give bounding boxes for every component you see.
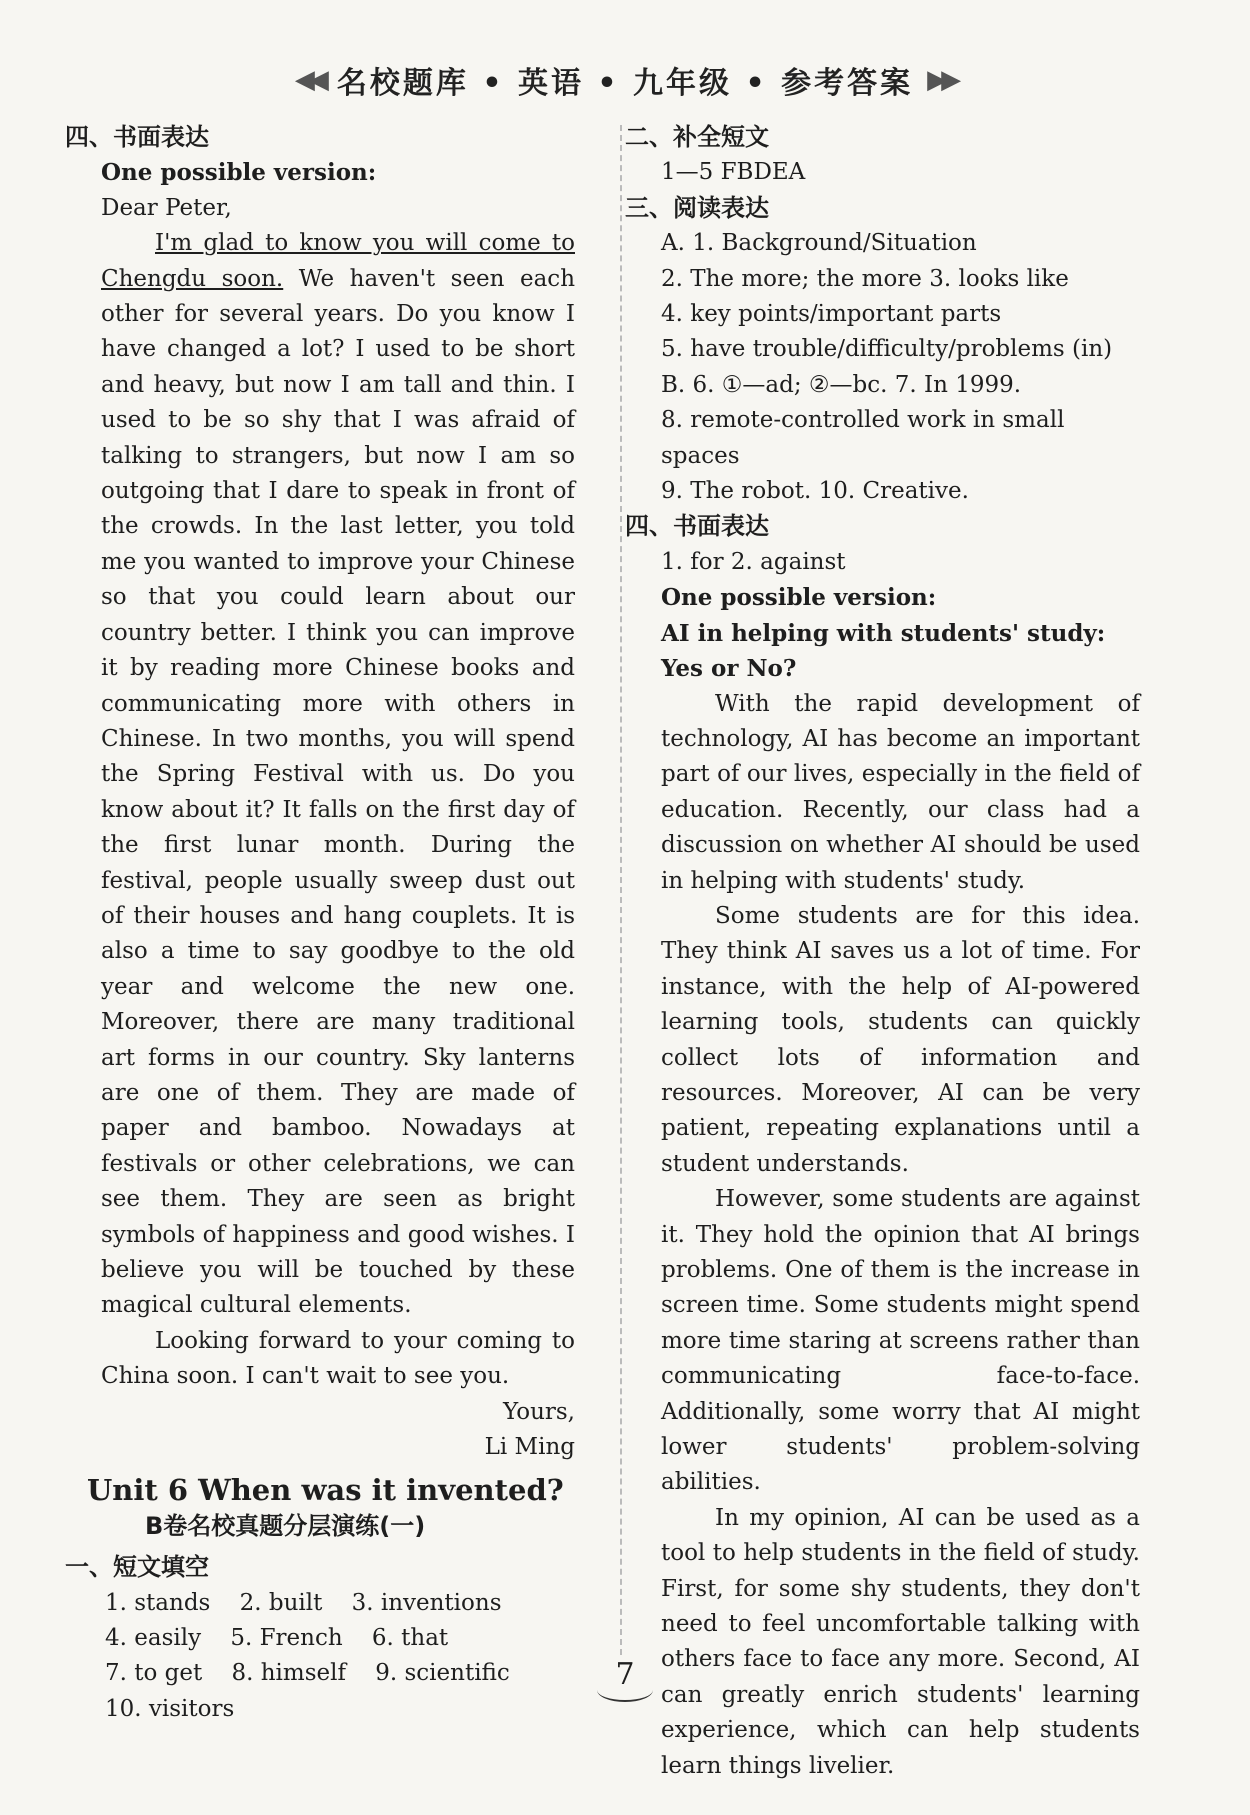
right-arrows-icon: ▶▶ bbox=[927, 65, 956, 95]
version-label: One possible version: bbox=[661, 584, 937, 612]
left-arrows-icon: ◀◀ bbox=[294, 65, 323, 95]
section-heading: 三、阅读表达 bbox=[625, 193, 769, 222]
right-column bbox=[625, 120, 1140, 1784]
essay-paragraph: However, some students are against it. They hold the opinion that AI brings problems. One of them is the increase in screen time. Some students might spend more time staring at screens rather than communicating face-to-face. Additionally, some worry that AI might lower students' problem-solving abilities. bbox=[661, 1186, 1140, 1496]
left-column bbox=[65, 120, 575, 1727]
answer-line: B. 6. ①—ad; ②—bc. 7. In 1999. bbox=[661, 371, 1022, 398]
answer-row: 10. visitors bbox=[105, 1695, 235, 1722]
signature-name: Li Ming bbox=[484, 1434, 575, 1461]
unit-title: Unit 6 When was it invented? bbox=[87, 1473, 564, 1508]
section-heading: 二、补全短文 bbox=[625, 123, 769, 151]
answer-row: 7. to get 8. himself 9. scientific bbox=[105, 1660, 510, 1687]
answer-line: 9. The robot. 10. Creative. bbox=[661, 478, 969, 505]
section-heading: 四、书面表达 bbox=[65, 123, 209, 151]
letter-text: We haven't seen each other for several years. Do you know I have changed a lot? I used to be short and heavy, but now I am tall and thin. I used to be so shy that I was afraid of talking to strangers, but now I am so outgoing that I dare to speak in front of the crowds. In the last letter, you told me you wanted to improve your Chinese so that you could learn about our country better. I think you can improve it by reading more Chinese books and communicating more with others in Chinese. In two months, you will spend the Spring Festival with us. Do you know about it? It falls on the first day of the first lunar month. During the festival, people usually sweep dust out of their houses and hang couplets. It is also a time to say goodbye to the old year and welcome the new one. Moreover, there are many traditional art forms in our country. Sky lanterns are one of them. They are made of paper and bamboo. Nowadays at festivals or other celebrations, we can see them. They are seen as bright symbols of happiness and good wishes. I believe you will be touched by these magical cultural elements. bbox=[101, 265, 576, 1319]
answer-line: 5. have trouble/difficulty/problems (in) bbox=[661, 336, 1113, 363]
letter-greeting: Dear Peter, bbox=[101, 194, 232, 221]
letter-body bbox=[65, 226, 575, 1324]
answer-line: A. 1. Background/Situation bbox=[661, 230, 977, 257]
answer-line: 1—5 FBDEA bbox=[661, 159, 806, 186]
essay-title: AI in helping with students' study: Yes or No? bbox=[661, 619, 1106, 683]
section-heading: 四、书面表达 bbox=[625, 512, 769, 541]
essay-paragraph: In my opinion, AI can be used as a tool to help students in the field of study. First, for some shy students, they don't need to feel uncomfortable talking with others face to face any more. Second, AI can greatly enrich students' learning experience, which can help students learn things livelier. bbox=[661, 1504, 1140, 1779]
answer-row: 1. stands 2. built 3. inventions bbox=[105, 1589, 502, 1616]
signature-yours: Yours, bbox=[503, 1398, 575, 1425]
answer-row: 4. easily 5. French 6. that bbox=[105, 1625, 449, 1652]
header-title: 名校题库 • 英语 • 九年级 • 参考答案 bbox=[336, 66, 914, 101]
section-heading: 一、短文填空 bbox=[65, 1553, 209, 1582]
answer-line: 1. for 2. against bbox=[661, 548, 846, 575]
answer-line: 2. The more; the more 3. looks like bbox=[661, 265, 1069, 292]
answer-line: 4. key points/important parts bbox=[661, 301, 1002, 328]
unit-subtitle: B卷名校真题分层演练(一) bbox=[145, 1511, 426, 1540]
essay-paragraph: With the rapid development of technology, AI has become an important part of our lives, especially in the field of education. Recently, our class had a discussion on whether AI should be used in helping with students' study. bbox=[661, 690, 1140, 894]
essay-paragraph: Some students are for this idea. They think AI saves us a lot of time. For instance, with the help of AI-powered learning tools, students can quickly collect lots of information and resources. Moreover, AI can be very patient, repeating explanations until a student understands. bbox=[661, 902, 1140, 1177]
letter-closing: Looking forward to your coming to China soon. I can't wait to see you. bbox=[101, 1327, 575, 1390]
page-header bbox=[0, 50, 1250, 110]
underlined-opening: I'm glad to know you will come to Chengdu soon. bbox=[101, 230, 575, 292]
answer-line: 8. remote-controlled work in small spaces bbox=[661, 407, 1065, 469]
version-label: One possible version: bbox=[101, 159, 377, 187]
page-number: 7 bbox=[575, 1650, 675, 1700]
column-divider bbox=[620, 125, 622, 1655]
